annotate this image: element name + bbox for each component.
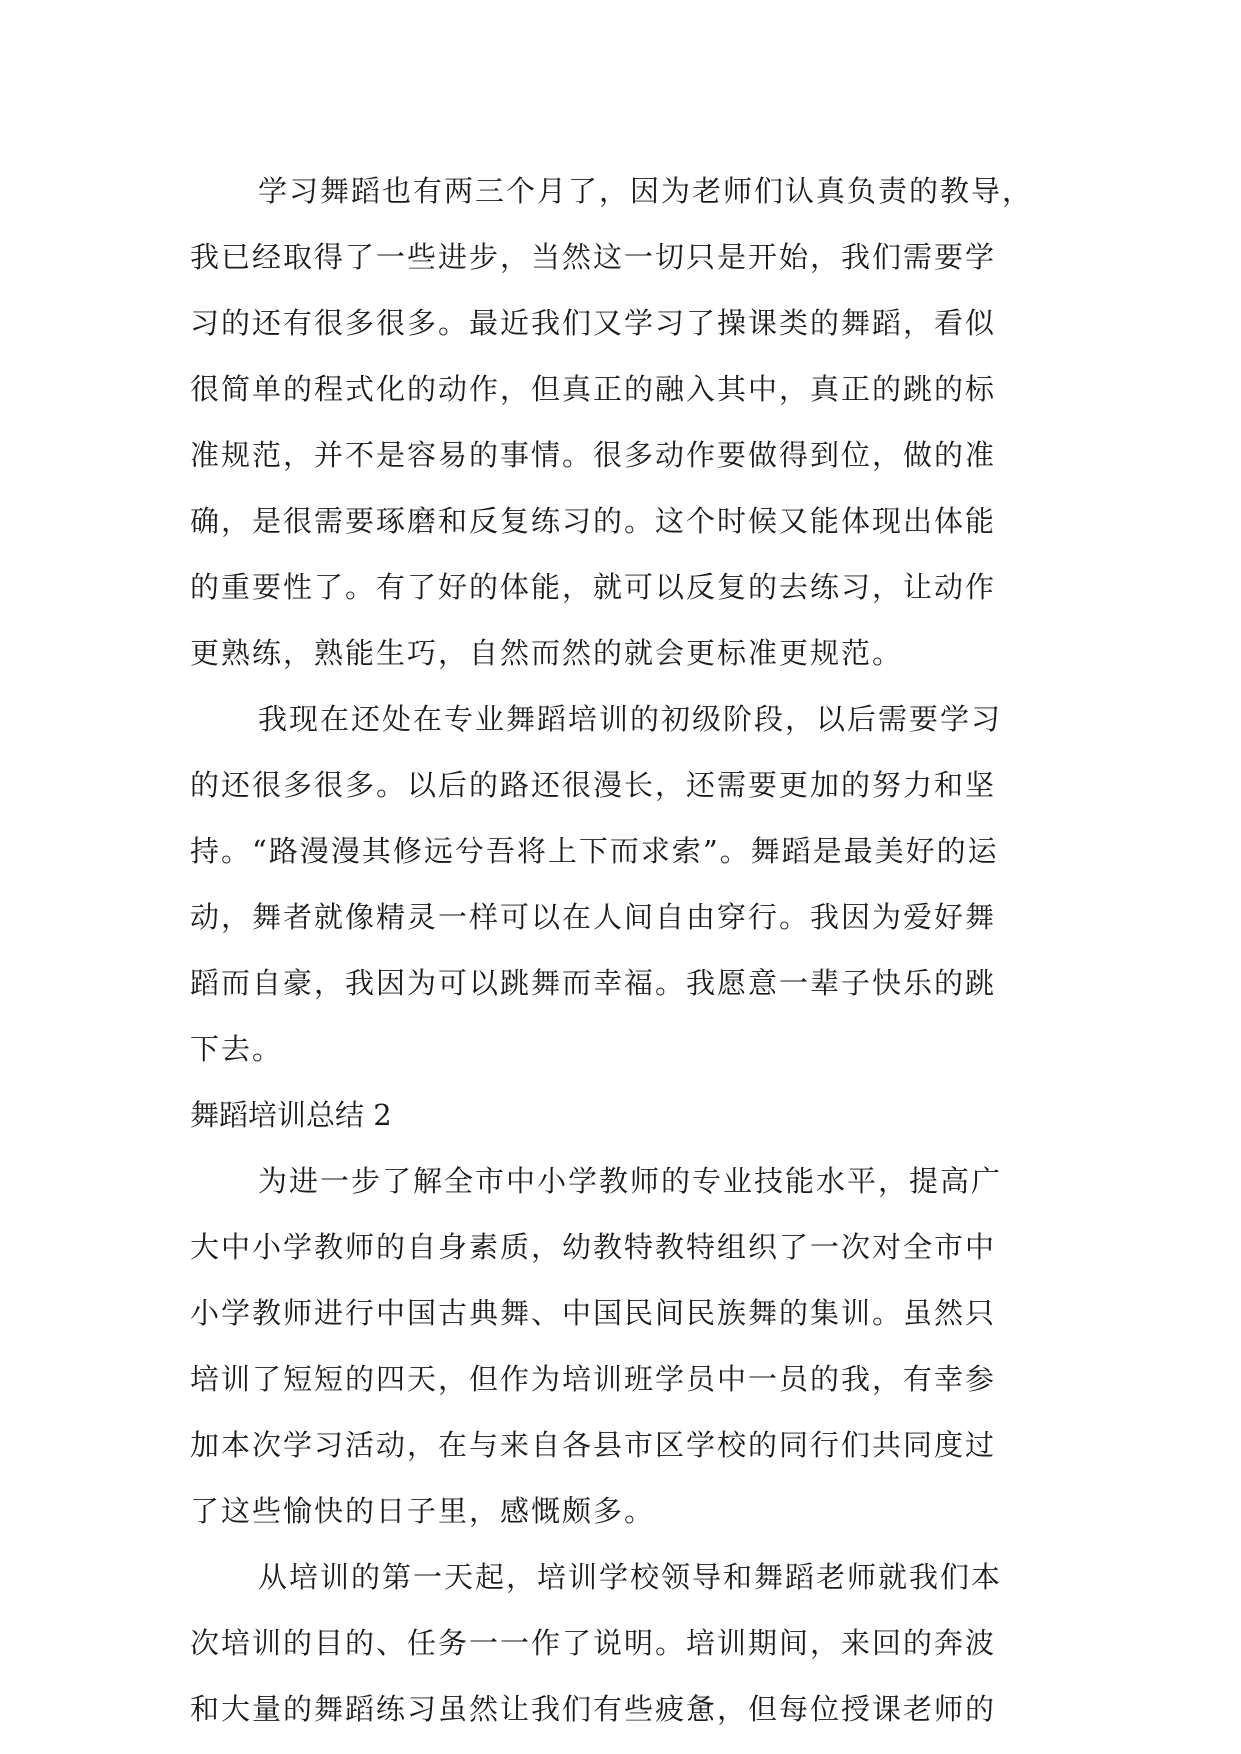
paragraph-line: 更熟练，熟能生巧，自然而然的就会更标准更规范。 xyxy=(190,636,904,670)
paragraph-line: 小学教师进行中国古典舞、中国民间民族舞的集训。虽然只 xyxy=(190,1296,997,1330)
section-heading xyxy=(190,1082,1090,1148)
paragraph-line: 大中小学教师的自身素质，幼教特教特组织了一次对全市中 xyxy=(190,1230,997,1264)
paragraph-line: 动，舞者就像精灵一样可以在人间自由穿行。我因为爱好舞 xyxy=(190,900,997,934)
paragraph-line: 加本次学习活动，在与来自各县市区学校的同行们共同度过 xyxy=(190,1428,997,1462)
paragraph-line: 很简单的程式化的动作，但真正的融入其中，真正的跳的标 xyxy=(190,372,997,406)
paragraph-line: 次培训的目的、任务一一作了说明。培训期间，来回的奔波 xyxy=(190,1626,997,1660)
paragraph-4 xyxy=(190,1544,1090,1742)
paragraph-2 xyxy=(190,686,1090,1082)
paragraph-line: 了这些愉快的日子里，感慨颇多。 xyxy=(190,1494,656,1528)
document-body xyxy=(190,158,1090,1742)
paragraph-line: 学习舞蹈也有两三个月了，因为老师们认真负责的教导， xyxy=(258,174,1034,208)
paragraph-line: 确，是很需要琢磨和反复练习的。这个时候又能体现出体能 xyxy=(190,504,997,538)
paragraph-line: 培训了短短的四天，但作为培训班学员中一员的我，有幸参 xyxy=(190,1362,997,1396)
paragraph-line: 为进一步了解全市中小学教师的专业技能水平，提高广 xyxy=(258,1164,1003,1198)
paragraph-line: 准规范，并不是容易的事情。很多动作要做得到位，做的准 xyxy=(190,438,997,472)
paragraph-line: 蹈而自豪，我因为可以跳舞而幸福。我愿意一辈子快乐的跳 xyxy=(190,966,997,1000)
section-heading-text: 舞蹈培训总结 2 xyxy=(190,1098,392,1132)
paragraph-3 xyxy=(190,1148,1090,1544)
paragraph-line: 我已经取得了一些进步，当然这一切只是开始，我们需要学 xyxy=(190,240,997,274)
paragraph-line: 我现在还处在专业舞蹈培训的初级阶段，以后需要学习 xyxy=(258,702,1003,736)
paragraph-line: 习的还有很多很多。最近我们又学习了操课类的舞蹈，看似 xyxy=(190,306,997,340)
paragraph-line: 从培训的第一天起，培训学校领导和舞蹈老师就我们本 xyxy=(258,1560,1003,1594)
paragraph-line: 的还很多很多。以后的路还很漫长，还需要更加的努力和坚 xyxy=(190,768,997,802)
paragraph-line: 下去。 xyxy=(190,1032,284,1066)
paragraph-line: 和大量的舞蹈练习虽然让我们有些疲惫，但每位授课老师的 xyxy=(190,1692,997,1726)
paragraph-line: 持。“路漫漫其修远兮吾将上下而求索”。舞蹈是最美好的运 xyxy=(190,834,999,868)
paragraph-line: 的重要性了。有了好的体能，就可以反复的去练习，让动作 xyxy=(190,570,997,604)
paragraph-1 xyxy=(190,158,1090,686)
